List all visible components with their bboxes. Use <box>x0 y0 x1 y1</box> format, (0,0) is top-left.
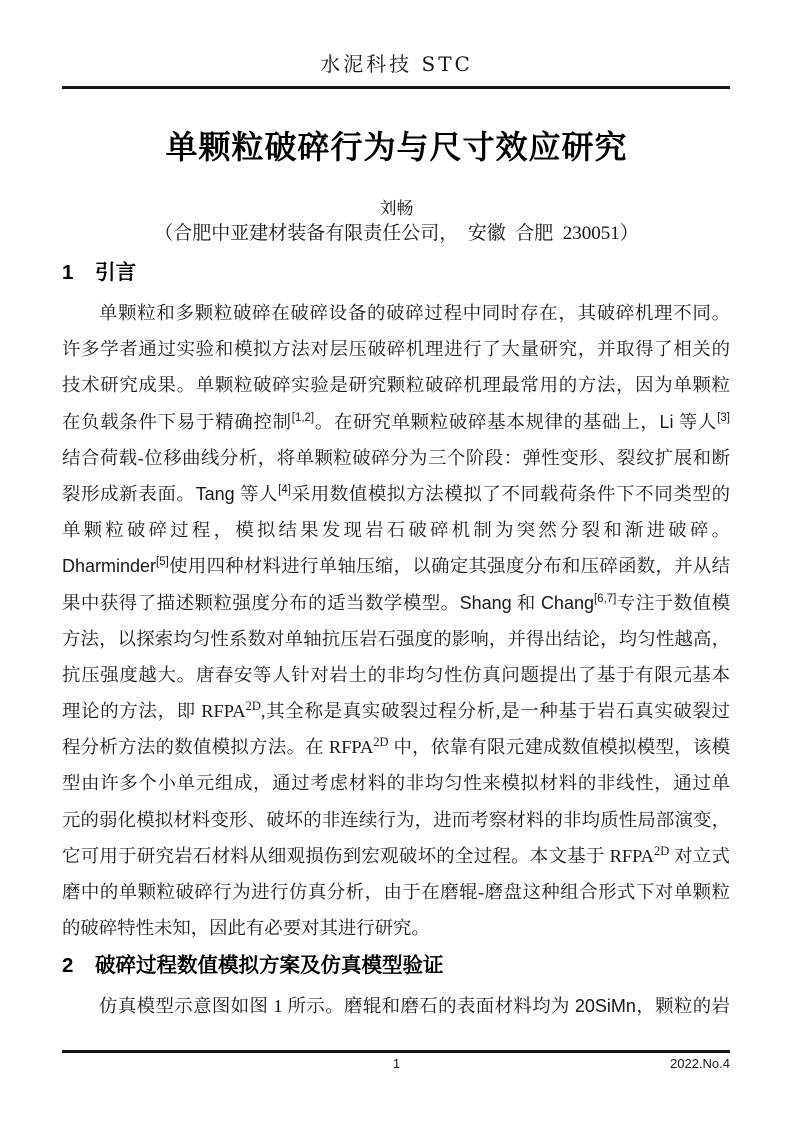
body-line: 元的弱化模拟材料变形、破坏的非连续行为，进而考察材料的非均质性局部演变， <box>62 809 730 830</box>
article-body <box>62 258 730 1025</box>
body-line: 的破碎特性未知，因此有必要对其进行研究。 <box>62 918 430 939</box>
citation-superscript: [3] <box>717 411 730 424</box>
body-line: 仿真模型示意图如图 1 所示。磨辊和磨石的表面材料均为 20SiMn，颗粒的岩 <box>99 996 730 1017</box>
body-line: 单颗粒破碎过程，模拟结果发现岩石破碎机制为突然分裂和渐进破碎。 <box>62 520 730 541</box>
body-line: 在负载条件下易于精确控制[1,2]。在研究单颗粒破碎基本规律的基础上，Li 等人[3] <box>62 411 730 432</box>
body-line: 它可用于研究岩石材料从细观损伤到宏观破坏的全过程。本文基于 $RFPA^{2D}$ 对立式 <box>62 843 730 866</box>
body-line: 技术研究成果。单颗粒破碎实验是研究颗粒破碎机理最常用的方法，因为单颗粒 <box>62 375 730 396</box>
header-rule <box>62 86 730 89</box>
superscript: 2D <box>245 698 261 713</box>
author-affiliation: （合肥中亚建材装备有限责任公司， 安徽 合肥 230051） <box>154 223 639 244</box>
journal-header: 水泥科技 STC <box>320 52 473 76</box>
citation-superscript: [6,7] <box>593 592 617 605</box>
page-number: 1 <box>392 1056 401 1071</box>
latin-text: Shang <box>459 592 512 613</box>
body-line: 抗压强度越大。唐春安等人针对岩土的非均匀性仿真问题提出了基于有限元基本 <box>62 664 730 685</box>
footer-rule <box>62 1050 730 1053</box>
author-name: 刘畅 <box>379 199 414 218</box>
body-line: 理论的方法，即 $RFPA^{2D}$,其全称是真实破裂过程分析,是一种基于岩石真实破裂过 <box>62 698 730 722</box>
superscript: 2D <box>373 735 389 750</box>
latin-text: Chang <box>540 592 594 613</box>
section-heading <box>62 258 730 288</box>
latin-text: Li <box>659 411 674 432</box>
article-title: 单颗粒破碎行为与尺寸效应研究 <box>165 129 628 165</box>
body-line: 程分析方法的数值模拟方法。在 $RFPA^{2D}$ 中，依靠有限元建成数值模拟模型，该模 <box>62 735 730 758</box>
issue-label: 2022.No.4 <box>670 1056 730 1071</box>
citation-superscript: [1,2] <box>291 411 315 424</box>
body-line: 结合荷载-位移曲线分析，将单颗粒破碎分为三个阶段：弹性变形、裂纹扩展和断 <box>62 447 730 468</box>
body-line: 方法，以探索均匀性系数对单轴抗压岩石强度的影响，并得出结论，均匀性越高， <box>62 628 730 649</box>
citation-superscript: [4] <box>278 483 291 496</box>
body-line: Dharminder[5]使用四种材料进行单轴压缩，以确定其强度分布和压碎函数，并从结 <box>62 556 730 577</box>
body-line: 许多学者通过实验和模拟方法对层压破碎机理进行了大量研究，并取得了相关的 <box>62 339 730 360</box>
body-line: 裂形成新表面。Tang 等人[4]采用数值模拟方法模拟了不同载荷条件下不同类型的 <box>62 483 730 504</box>
section-number: 1 <box>62 261 74 284</box>
body-line: 磨中的单颗粒破碎行为进行仿真分析，由于在磨辊-磨盘这种组合形式下对单颗粒 <box>62 882 730 902</box>
section-heading <box>62 951 730 981</box>
section-title: 引言 <box>95 261 136 284</box>
body-line: 型由许多个小单元组成，通过考虑材料的非均匀性来模拟材料的非线性，通过单 <box>62 773 730 794</box>
section-title: 破碎过程数值模拟方案及仿真模型验证 <box>95 954 444 978</box>
body-line: 果中获得了描述颗粒强度分布的适当数学模型。Shang 和 Chang[6,7]专注于数值模 <box>62 592 730 613</box>
citation-superscript: [5] <box>156 556 169 569</box>
superscript: 2D <box>653 843 670 858</box>
latin-text: Tang <box>195 483 235 504</box>
latin-text: 20SiMn <box>574 996 636 1017</box>
section-number: 2 <box>62 954 74 978</box>
latin-text: Dharminder <box>62 556 157 577</box>
body-line: 单颗粒和多颗粒破碎在破碎设备的破碎过程中同时存在，其破碎机理不同。 <box>99 303 730 323</box>
